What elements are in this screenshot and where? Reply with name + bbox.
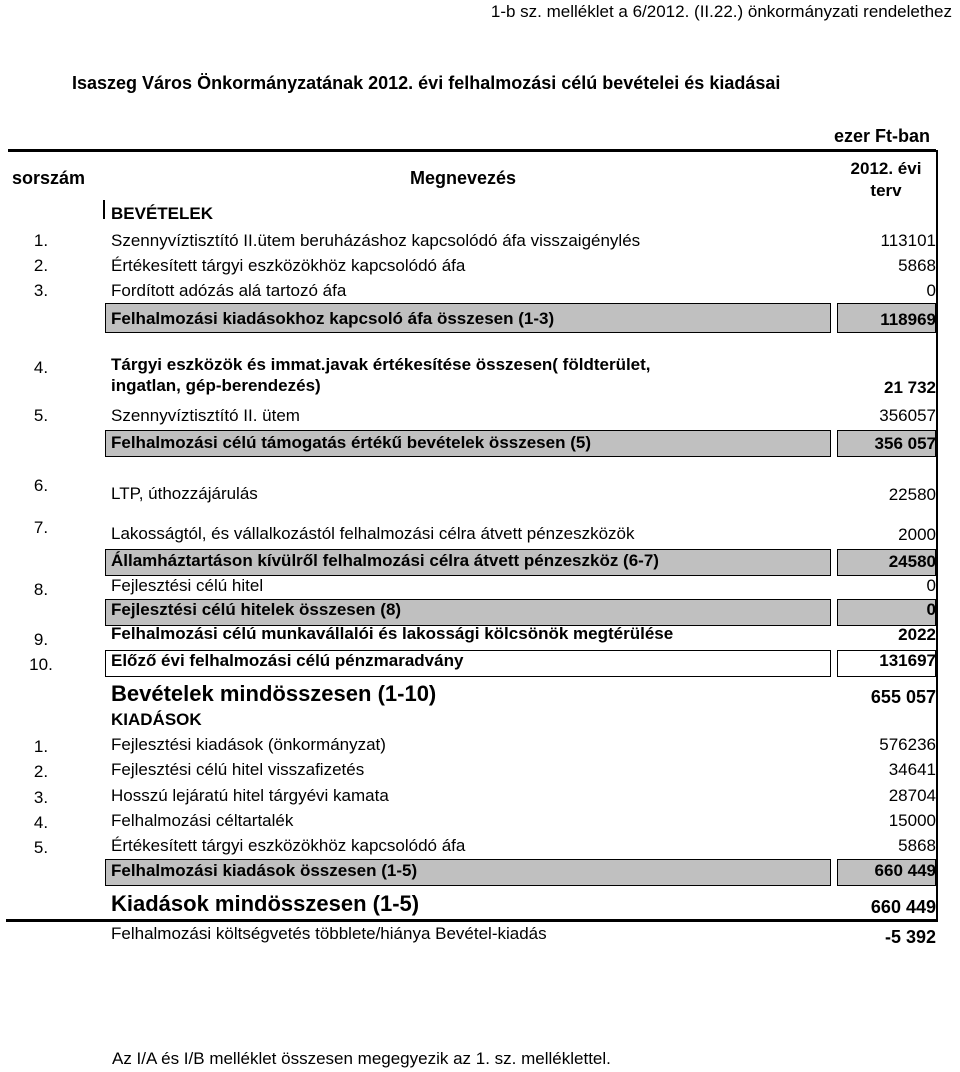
row-label: Fejlesztési kiadások (önkormányzat) bbox=[111, 735, 386, 754]
value-box bbox=[837, 599, 936, 626]
row-value: 0 bbox=[926, 600, 936, 619]
row-number: 4. bbox=[33, 813, 49, 832]
expense-total-label: Kiadások mindösszesen (1-5) bbox=[111, 891, 420, 916]
row-label: Felhalmozási céltartalék bbox=[111, 811, 294, 830]
row-number: 2. bbox=[33, 762, 49, 781]
row-value: 356 057 bbox=[874, 434, 936, 453]
row-number: 4. bbox=[33, 358, 49, 377]
row-value: 113101 bbox=[880, 231, 936, 250]
row-label: Felhalmozási célú támogatás értékű bevételek összesen (5) bbox=[111, 433, 591, 452]
unit-label: ezer Ft-ban bbox=[833, 126, 930, 146]
row-label: Előző évi felhalmozási célú pénzmaradvány bbox=[111, 651, 464, 670]
row-label: Szennyvíztisztító II.ütem beruházáshoz kapcsolódó áfa visszaigénylés bbox=[111, 231, 641, 250]
row-number: 6. bbox=[33, 476, 49, 495]
row-number: 8. bbox=[33, 580, 49, 599]
row-label: Lakosságtól, és vállalkozástól felhalmozási célra átvett pénzeszközök bbox=[111, 524, 635, 543]
row-value: 5868 bbox=[898, 836, 936, 855]
row-number: 10. bbox=[29, 655, 53, 674]
row-label: Felhalmozási célú munkavállalói és lakossági kölcsönök megtérülése bbox=[111, 624, 674, 643]
column-divider bbox=[103, 200, 105, 219]
row-number: 9. bbox=[33, 630, 49, 649]
row-value: 21 732 bbox=[884, 378, 936, 397]
row-number: 7. bbox=[33, 518, 49, 537]
row-value: 0 bbox=[926, 576, 936, 595]
row-number: 5. bbox=[33, 406, 49, 425]
row-value: 5868 bbox=[898, 256, 936, 275]
row-value: 2000 bbox=[898, 525, 936, 544]
row-value: 356057 bbox=[879, 406, 936, 425]
row-label: Értékesített tárgyi eszközökhöz kapcsolódó áfa bbox=[111, 256, 466, 275]
row-label: Fejlesztési célú hitel bbox=[111, 576, 264, 595]
section-label-income: BEVÉTELEK bbox=[111, 204, 214, 223]
balance-value: -5 392 bbox=[884, 927, 936, 947]
row-number: 2. bbox=[33, 256, 49, 275]
row-label: Fejlesztési célú hitelek összesen (8) bbox=[111, 600, 402, 619]
row-number: 5. bbox=[33, 838, 49, 857]
row-label: LTP, úthozzájárulás bbox=[111, 484, 258, 503]
column-header-terv: 2012. évi terv bbox=[850, 159, 922, 200]
row-label: Tárgyi eszközök és immat.javak értékesítése összesen( földterület, bbox=[111, 355, 651, 374]
row-value: 34641 bbox=[888, 760, 936, 779]
table-right-rule bbox=[936, 150, 938, 922]
balance-label: Felhalmozási költségvetés többlete/hiánya Bevétel-kiadás bbox=[111, 924, 547, 943]
annex-reference: 1-b sz. melléklet a 6/2012. (II.22.) önkormányzati rendelethez bbox=[490, 2, 952, 21]
row-label: Hosszú lejáratú hitel tárgyévi kamata bbox=[111, 786, 389, 805]
table-bottom-rule bbox=[6, 919, 938, 922]
column-header-sorszam: sorszám bbox=[12, 168, 86, 188]
section-label-expenses: KIADÁSOK bbox=[111, 710, 202, 729]
row-value: 24580 bbox=[888, 552, 936, 571]
row-label: Fejlesztési célú hitel visszafizetés bbox=[111, 760, 365, 779]
row-number: 3. bbox=[33, 788, 49, 807]
row-value: 118969 bbox=[880, 310, 936, 329]
row-number: 3. bbox=[33, 281, 49, 300]
income-total-label: Bevételek mindösszesen (1-10) bbox=[111, 681, 437, 706]
row-label: Felhalmozási kiadások összesen (1-5) bbox=[111, 861, 418, 880]
row-label: Felhalmozási kiadásokhoz kapcsoló áfa összesen (1-3) bbox=[111, 309, 555, 328]
row-value: 131697 bbox=[879, 651, 936, 670]
row-label: Értékesített tárgyi eszközökhöz kapcsolódó áfa bbox=[111, 836, 466, 855]
row-value: 22580 bbox=[888, 485, 936, 504]
row-label-continued: ingatlan, gép-berendezés) bbox=[111, 376, 321, 395]
row-number: 1. bbox=[33, 737, 49, 756]
row-label: Szennyvíztisztító II. ütem bbox=[111, 406, 300, 425]
expense-total-value: 660 449 bbox=[870, 897, 936, 917]
income-total-value: 655 057 bbox=[870, 687, 936, 707]
column-header-megnevezes: Megnevezés bbox=[410, 168, 517, 188]
row-label: Államháztartáson kívülről felhalmozási célra átvett pénzeszköz (6-7) bbox=[111, 551, 659, 570]
row-value: 660 449 bbox=[874, 861, 936, 880]
row-value: 576236 bbox=[879, 735, 936, 754]
row-value: 28704 bbox=[888, 786, 936, 805]
footnote: Az I/A és I/B melléklet összesen megegyezik az 1. sz. melléklettel. bbox=[112, 1049, 611, 1068]
row-value: 15000 bbox=[888, 811, 936, 830]
row-value: 0 bbox=[926, 281, 936, 300]
row-label: Fordított adózás alá tartozó áfa bbox=[111, 281, 347, 300]
row-number: 1. bbox=[33, 231, 49, 250]
page-title: Isaszeg Város Önkormányzatának 2012. évi felhalmozási célú bevételei és kiadásai bbox=[72, 73, 781, 93]
row-value: 2022 bbox=[898, 625, 936, 644]
